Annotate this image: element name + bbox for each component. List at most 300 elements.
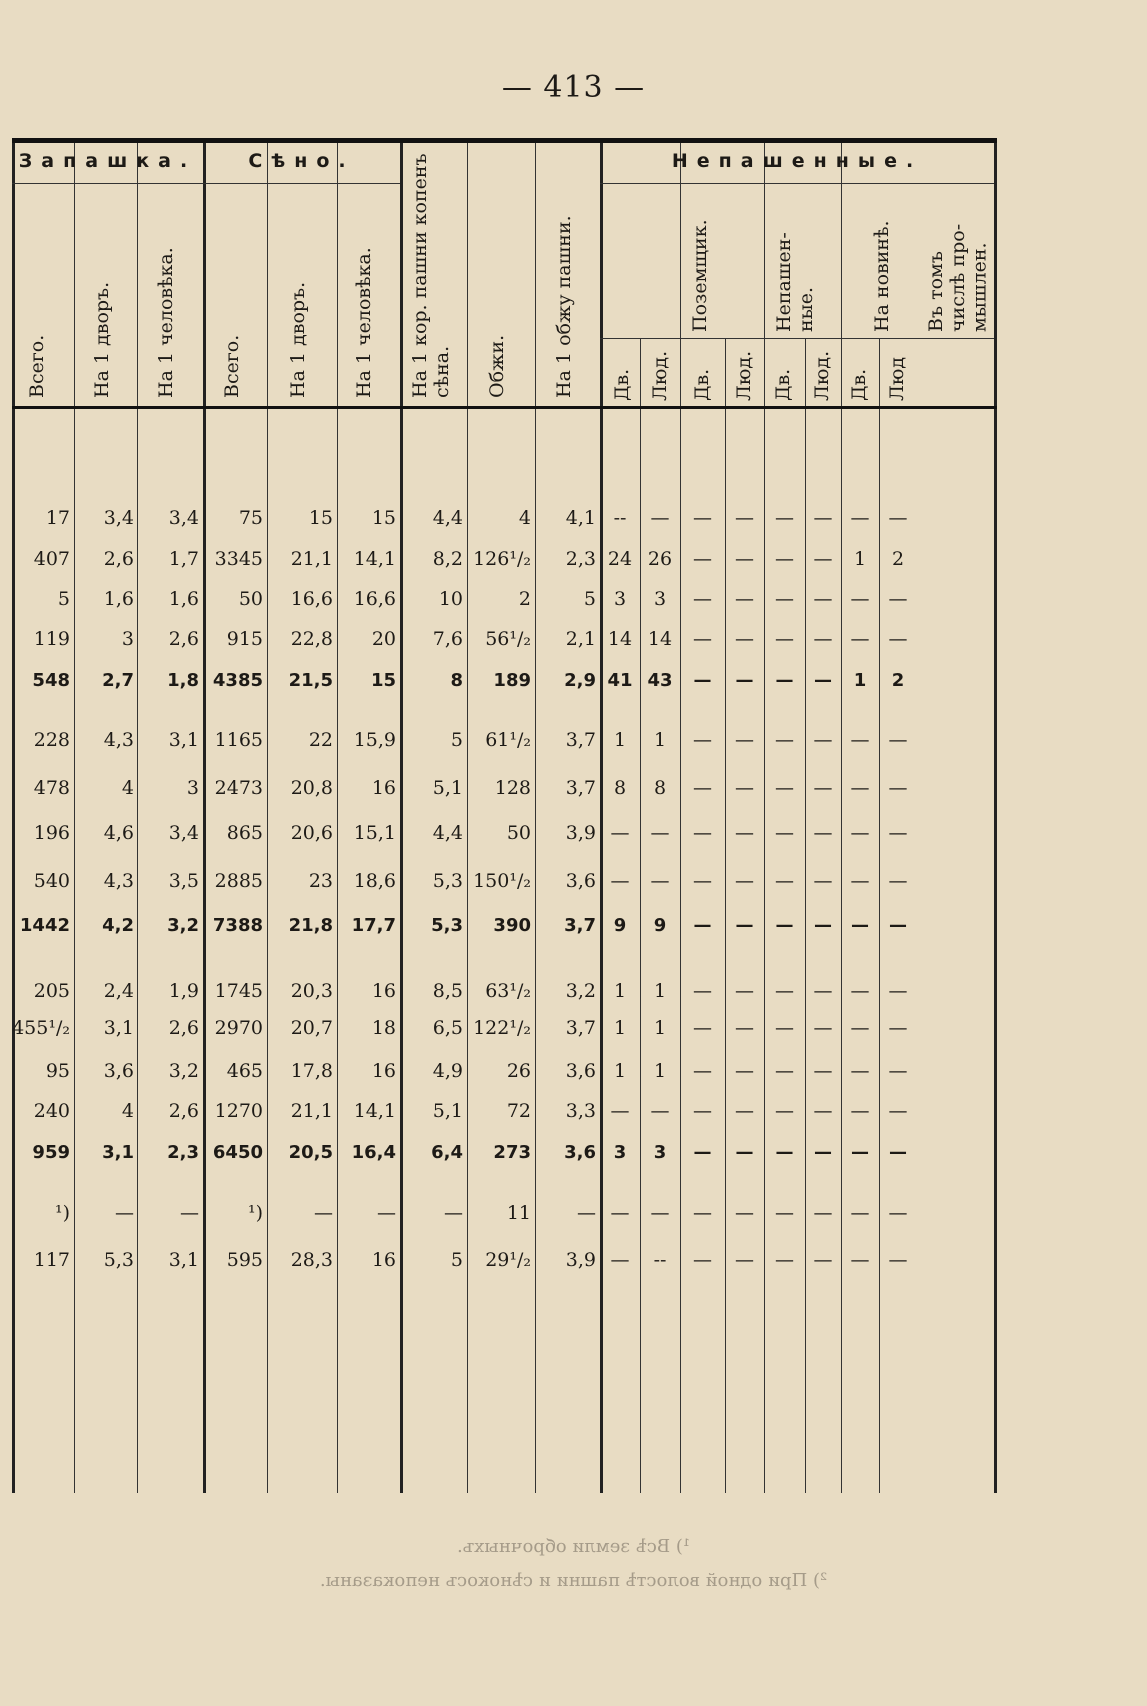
table-cell: 4,1 — [565, 507, 596, 529]
table-cell: — — [693, 1142, 712, 1163]
table-cell: — — [775, 628, 794, 650]
table-cell: 20,5 — [288, 1142, 333, 1163]
table-cell: — — [650, 870, 670, 892]
table-cell: — — [650, 822, 670, 844]
table-cell: — — [888, 729, 908, 751]
table-cell: 1,9 — [168, 980, 199, 1002]
table-cell: 4385 — [212, 670, 263, 691]
table-cell: 2 — [891, 548, 905, 570]
table-cell: — — [889, 915, 907, 936]
subhead-novin-dv: Дв. — [772, 368, 794, 401]
col-head-zapashka-chelovek: На 1 человѣка. — [155, 247, 177, 398]
subhead-nepash-dv: Дв. — [691, 368, 713, 401]
table-cell: 3,5 — [168, 870, 199, 892]
table-cell: 15 — [370, 670, 396, 691]
table-cell: — — [813, 1202, 833, 1224]
table-cell: — — [814, 915, 832, 936]
subgroup-head-promyshlennye: Въ томъ числѣ про-мышлен. — [925, 223, 991, 332]
table-cell: — — [693, 1249, 712, 1271]
table-cell: 548 — [32, 670, 70, 691]
table-cell: — — [775, 980, 794, 1002]
subhead-novin-lyud: Люд. — [811, 350, 833, 401]
table-cell: 2,6 — [168, 1100, 199, 1122]
col-head-zapashka-dvor: На 1 дворъ. — [91, 281, 113, 398]
table-cell: 6,4 — [431, 1142, 463, 1163]
table-cell: — — [115, 1202, 134, 1224]
table-cell: -- — [613, 507, 627, 529]
table-cell: 18,6 — [353, 870, 396, 892]
table-cell: — — [693, 1017, 712, 1039]
table-cell: 5,3 — [432, 870, 463, 892]
table-cell: — — [888, 507, 908, 529]
table-cell: 3,2 — [167, 915, 199, 936]
table-row — [12, 1096, 997, 1126]
table-cell: 17,7 — [351, 915, 396, 936]
table-cell: 18 — [371, 1017, 396, 1039]
table-cell: 20,8 — [290, 777, 333, 799]
table-cell: — — [850, 777, 870, 799]
table-cell: — — [850, 628, 870, 650]
table-cell: 16,4 — [351, 1142, 396, 1163]
table-cell: — — [775, 1249, 794, 1271]
table-cell: 915 — [226, 628, 263, 650]
table-cell: — — [775, 507, 794, 529]
table-row — [12, 1013, 997, 1043]
table-row — [12, 976, 997, 1006]
table-row — [12, 1245, 997, 1275]
table-cell: 3,4 — [168, 507, 199, 529]
table-cell: 4,3 — [103, 729, 134, 751]
table-cell: 273 — [493, 1142, 531, 1163]
table-cell: 3,7 — [565, 777, 596, 799]
table-cell: — — [775, 822, 794, 844]
table-cell: — — [693, 870, 712, 892]
subhead-pozem-dv: Дв. — [611, 368, 633, 401]
table-cell: 4,4 — [432, 822, 463, 844]
table-cell: 6450 — [212, 1142, 263, 1163]
table-cell: — — [775, 548, 794, 570]
table-cell: — — [693, 1202, 712, 1224]
table-cell: — — [735, 548, 754, 570]
table-cell: — — [813, 1060, 833, 1082]
table-cell: 2 — [891, 670, 905, 691]
table-cell: 2,6 — [168, 628, 199, 650]
table-cell: — — [813, 822, 833, 844]
table-cell: 3,1 — [102, 1142, 134, 1163]
table-cell: — — [610, 1249, 630, 1271]
table-cell: 26 — [506, 1060, 531, 1082]
table-cell: — — [693, 915, 712, 936]
table-cell: 20,3 — [290, 980, 333, 1002]
table-cell: — — [735, 628, 754, 650]
table-cell: — — [650, 1202, 670, 1224]
table-cell: 4,3 — [103, 870, 134, 892]
table-cell: — — [888, 1249, 908, 1271]
table-cell: — — [735, 980, 754, 1002]
table-row-total — [12, 1138, 997, 1168]
table-cell: — — [693, 548, 712, 570]
table-cell: — — [850, 1060, 870, 1082]
table-cell: 17,8 — [290, 1060, 333, 1082]
table-cell: 26 — [647, 548, 673, 570]
table-cell: — — [850, 1100, 870, 1122]
table-cell: 1,7 — [168, 548, 199, 570]
table-cell: — — [813, 1100, 833, 1122]
table-cell: 240 — [33, 1100, 70, 1122]
table-cell: — — [650, 1100, 670, 1122]
table-cell: 72 — [506, 1100, 531, 1122]
table-row-total — [12, 666, 997, 696]
table-cell: — — [775, 915, 794, 936]
table-cell: 3 — [613, 1142, 627, 1163]
table-cell: — — [693, 822, 712, 844]
table-cell: — — [888, 980, 908, 1002]
table-cell: — — [775, 1142, 794, 1163]
table-row — [12, 1056, 997, 1086]
table-cell: 16 — [371, 980, 396, 1002]
table-cell: — — [888, 1202, 908, 1224]
table-cell: — — [850, 1202, 870, 1224]
table-cell: 5 — [450, 1249, 463, 1271]
table-cell: — — [775, 729, 794, 751]
table-cell: — — [814, 670, 832, 691]
table-cell: 14,1 — [353, 1100, 396, 1122]
table-cell: 7,6 — [432, 628, 463, 650]
table-row — [12, 866, 997, 896]
table-cell: 15,9 — [353, 729, 396, 751]
table-cell: 478 — [33, 777, 70, 799]
table-cell: 95 — [45, 1060, 70, 1082]
table-cell: — — [444, 1202, 463, 1224]
table-cell: 3,6 — [565, 1060, 596, 1082]
subhead-nepash-lyud: Люд. — [733, 350, 755, 401]
table-cell: — — [314, 1202, 333, 1224]
table-cell: 1 — [613, 1060, 627, 1082]
col-head-obzhi: Обжи. — [486, 334, 508, 398]
table-cell: 117 — [33, 1249, 70, 1271]
table-cell: — — [693, 670, 712, 691]
table-cell: — — [610, 822, 630, 844]
table-cell: — — [693, 588, 712, 610]
table-cell: — — [735, 1249, 754, 1271]
table-cell: 5 — [450, 729, 463, 751]
table-cell: 16,6 — [290, 588, 333, 610]
table-cell: 23 — [308, 870, 333, 892]
table-cell: 14 — [647, 628, 673, 650]
table-cell: 3,6 — [564, 1142, 596, 1163]
table-row — [12, 818, 997, 848]
table-cell: 5 — [57, 588, 70, 610]
table-row — [12, 624, 997, 654]
table-cell: — — [610, 870, 630, 892]
table-cell: 3,9 — [565, 1249, 596, 1271]
table-cell: — — [577, 1202, 596, 1224]
table-cell: — — [813, 980, 833, 1002]
table-cell: — — [775, 588, 794, 610]
table-cell: — — [693, 777, 712, 799]
table-cell: 3,1 — [168, 729, 199, 751]
table-cell: 14 — [607, 628, 633, 650]
table-cell: 196 — [33, 822, 70, 844]
group-heading-zapashka: Запашка. — [18, 150, 197, 172]
table-cell: 1 — [853, 548, 867, 570]
table-cell: 2 — [518, 588, 531, 610]
table-cell: 14,1 — [353, 548, 396, 570]
table-cell: — — [850, 1249, 870, 1271]
statistics-table — [12, 138, 997, 1488]
table-cell: — — [850, 588, 870, 610]
table-cell: 205 — [33, 980, 70, 1002]
table-cell: 50 — [238, 588, 263, 610]
table-cell: 3 — [653, 588, 667, 610]
table-cell: — — [888, 628, 908, 650]
table-cell: — — [735, 915, 754, 936]
table-cell: 189 — [493, 670, 531, 691]
table-cell: — — [735, 588, 754, 610]
table-cell: 16,6 — [353, 588, 396, 610]
table-cell: 865 — [226, 822, 263, 844]
table-cell: 1 — [653, 980, 667, 1002]
table-cell: — — [813, 548, 833, 570]
table-cell: 2,9 — [564, 670, 596, 691]
table-row-total — [12, 911, 997, 941]
table-cell: — — [851, 1142, 869, 1163]
table-cell: 4,6 — [103, 822, 134, 844]
table-cell: 1,6 — [103, 588, 134, 610]
table-cell: — — [888, 1060, 908, 1082]
table-cell: — — [850, 507, 870, 529]
table-cell: 4 — [518, 507, 531, 529]
table-cell: 15,1 — [353, 822, 396, 844]
table-cell: 21,5 — [288, 670, 333, 691]
table-cell: ¹) — [54, 1202, 70, 1224]
table-cell: 15 — [371, 507, 396, 529]
table-cell: 455¹/₂ — [12, 1017, 70, 1039]
table-cell: — — [775, 1100, 794, 1122]
header-bottom-rule — [12, 406, 997, 409]
table-cell: — — [610, 1202, 630, 1224]
table-cell: — — [850, 729, 870, 751]
subgroup-rule — [600, 338, 994, 339]
table-cell: ¹) — [247, 1202, 263, 1224]
group-heading-nepashennye: Непашенные. — [671, 150, 923, 172]
table-cell: 3,1 — [168, 1249, 199, 1271]
subhead-prom-lyud: Люд — [886, 356, 908, 401]
table-cell: 2,4 — [103, 980, 134, 1002]
footnotes — [0, 1530, 1147, 1598]
table-cell: 2,3 — [167, 1142, 199, 1163]
table-cell: 3,6 — [103, 1060, 134, 1082]
table-cell: 43 — [647, 670, 673, 691]
footnote-2: ²) При одной волостѣ пашни и сѣнокосъ непоказаны. — [319, 1570, 828, 1591]
table-cell: 61¹/₂ — [485, 729, 531, 751]
table-cell: 122¹/₂ — [473, 1017, 531, 1039]
table-cell: 4,4 — [432, 507, 463, 529]
subgroup-head-na-novine: На новинѣ. — [871, 220, 893, 332]
table-cell: 1745 — [214, 980, 263, 1002]
table-cell: — — [888, 1017, 908, 1039]
table-cell: 5,1 — [432, 1100, 463, 1122]
table-cell: 959 — [32, 1142, 70, 1163]
table-cell: 3,4 — [103, 507, 134, 529]
table-row — [12, 773, 997, 803]
table-cell: 28,3 — [290, 1249, 333, 1271]
table-cell: — — [813, 870, 833, 892]
table-cell: — — [775, 870, 794, 892]
table-cell: 9 — [653, 915, 667, 936]
table-cell: — — [735, 729, 754, 751]
table-cell: 29¹/₂ — [485, 1249, 531, 1271]
table-cell: 50 — [506, 822, 531, 844]
table-row — [12, 503, 997, 533]
table-cell: 465 — [226, 1060, 263, 1082]
table-cell: 5,1 — [432, 777, 463, 799]
table-cell: 3,4 — [168, 822, 199, 844]
table-cell: 4,9 — [432, 1060, 463, 1082]
table-cell: 3,6 — [565, 870, 596, 892]
table-cell: 3 — [186, 777, 199, 799]
table-cell: 3,1 — [103, 1017, 134, 1039]
table-cell: — — [693, 628, 712, 650]
subhead-prom-dv: Дв. — [848, 368, 870, 401]
table-cell: — — [735, 777, 754, 799]
table-cell: 4 — [121, 777, 134, 799]
table-cell: 3 — [613, 588, 627, 610]
table-cell: 126¹/₂ — [473, 548, 531, 570]
table-cell: — — [813, 1249, 833, 1271]
col-head-kopen-na-korobyu: На 1 кор. пашни копенъ сѣна. — [409, 153, 453, 398]
table-cell: 4 — [121, 1100, 134, 1122]
table-cell: 1 — [853, 670, 867, 691]
table-cell: — — [813, 1017, 833, 1039]
table-cell: — — [377, 1202, 396, 1224]
table-row — [12, 725, 997, 755]
table-cell: 41 — [607, 670, 633, 691]
table-cell: — — [775, 777, 794, 799]
table-cell: 4,2 — [102, 915, 134, 936]
subgroup-head-nepashennye: Непашен-ные. — [773, 232, 817, 332]
table-cell: — — [775, 1202, 794, 1224]
table-cell: 2,3 — [565, 548, 596, 570]
table-cell: 1 — [653, 1017, 667, 1039]
table-cell: 2885 — [214, 870, 263, 892]
table-row — [12, 584, 997, 614]
table-cell: 75 — [238, 507, 263, 529]
table-cell: 8 — [613, 777, 627, 799]
table-cell: 8 — [450, 670, 463, 691]
footnote-1: ¹) Всѣ земли оброчныхъ. — [456, 1536, 691, 1557]
table-cell: — — [650, 507, 670, 529]
table-cell: 3 — [121, 628, 134, 650]
table-cell: 22,8 — [290, 628, 333, 650]
table-cell: 21,1 — [290, 1100, 333, 1122]
table-cell: — — [888, 588, 908, 610]
table-cell: 1 — [653, 1060, 667, 1082]
table-cell: 3345 — [214, 548, 263, 570]
table-cell: 21,8 — [288, 915, 333, 936]
table-cell: 540 — [33, 870, 70, 892]
table-cell: 1,6 — [168, 588, 199, 610]
table-cell: — — [888, 1100, 908, 1122]
table-cell: 2,7 — [102, 670, 134, 691]
table-cell: — — [775, 670, 794, 691]
col-head-seno-chelovek: На 1 человѣка. — [353, 247, 375, 398]
table-cell: 17 — [45, 507, 70, 529]
table-cell: — — [813, 777, 833, 799]
table-cell: 21,1 — [290, 548, 333, 570]
table-cell: — — [735, 1017, 754, 1039]
table-row — [12, 544, 997, 574]
table-cell: 1,8 — [167, 670, 199, 691]
table-cell: — — [735, 507, 754, 529]
table-cell: 407 — [33, 548, 70, 570]
table-cell: 3,2 — [168, 1060, 199, 1082]
table-cell: 16 — [371, 1060, 396, 1082]
table-cell: 1 — [613, 729, 627, 751]
table-cell: 5,3 — [431, 915, 463, 936]
table-cell: 3,3 — [565, 1100, 596, 1122]
table-cell: 2,1 — [565, 628, 596, 650]
table-cell: 15 — [308, 507, 333, 529]
subgroup-head-pozemshchik: Поземщик. — [689, 219, 711, 332]
table-cell: — — [610, 1100, 630, 1122]
table-cell: 16 — [371, 777, 396, 799]
group-rule — [600, 183, 994, 184]
table-cell: — — [813, 507, 833, 529]
table-cell: — — [693, 729, 712, 751]
table-cell: — — [850, 870, 870, 892]
table-cell: 10 — [438, 588, 463, 610]
table-cell: — — [735, 870, 754, 892]
table-cell: 3,7 — [565, 729, 596, 751]
table-cell: 1 — [613, 980, 627, 1002]
table-cell: 11 — [506, 1202, 531, 1224]
group-rule — [12, 183, 203, 184]
table-cell: — — [775, 1017, 794, 1039]
table-cell: — — [888, 822, 908, 844]
table-cell: 2,6 — [168, 1017, 199, 1039]
table-cell: 119 — [33, 628, 70, 650]
table-cell: 595 — [226, 1249, 263, 1271]
table-cell: 3 — [653, 1142, 667, 1163]
table-cell: 228 — [33, 729, 70, 751]
table-cell: — — [888, 777, 908, 799]
table-cell: 8,5 — [432, 980, 463, 1002]
table-cell: — — [775, 1060, 794, 1082]
group-heading-seno: Сѣно. — [248, 150, 355, 172]
table-cell: 128 — [494, 777, 531, 799]
table-cell: 390 — [493, 915, 531, 936]
table-cell: — — [889, 1142, 907, 1163]
table-cell: 1442 — [19, 915, 70, 936]
table-cell: — — [850, 1017, 870, 1039]
table-cell: 1 — [613, 1017, 627, 1039]
table-cell: — — [850, 822, 870, 844]
table-cell: — — [693, 1060, 712, 1082]
table-cell: — — [735, 822, 754, 844]
table-cell: — — [735, 1060, 754, 1082]
table-cell: — — [735, 1142, 754, 1163]
page-number: — 413 — — [501, 70, 646, 105]
col-head-na-obzhu: На 1 обжу пашни. — [553, 215, 575, 398]
table-cell: 5,3 — [103, 1249, 134, 1271]
group-rule — [203, 183, 400, 184]
table-cell: 3,2 — [565, 980, 596, 1002]
table-top-rule — [12, 138, 997, 143]
table-cell: — — [693, 980, 712, 1002]
table-cell: — — [813, 588, 833, 610]
table-cell: 9 — [613, 915, 627, 936]
